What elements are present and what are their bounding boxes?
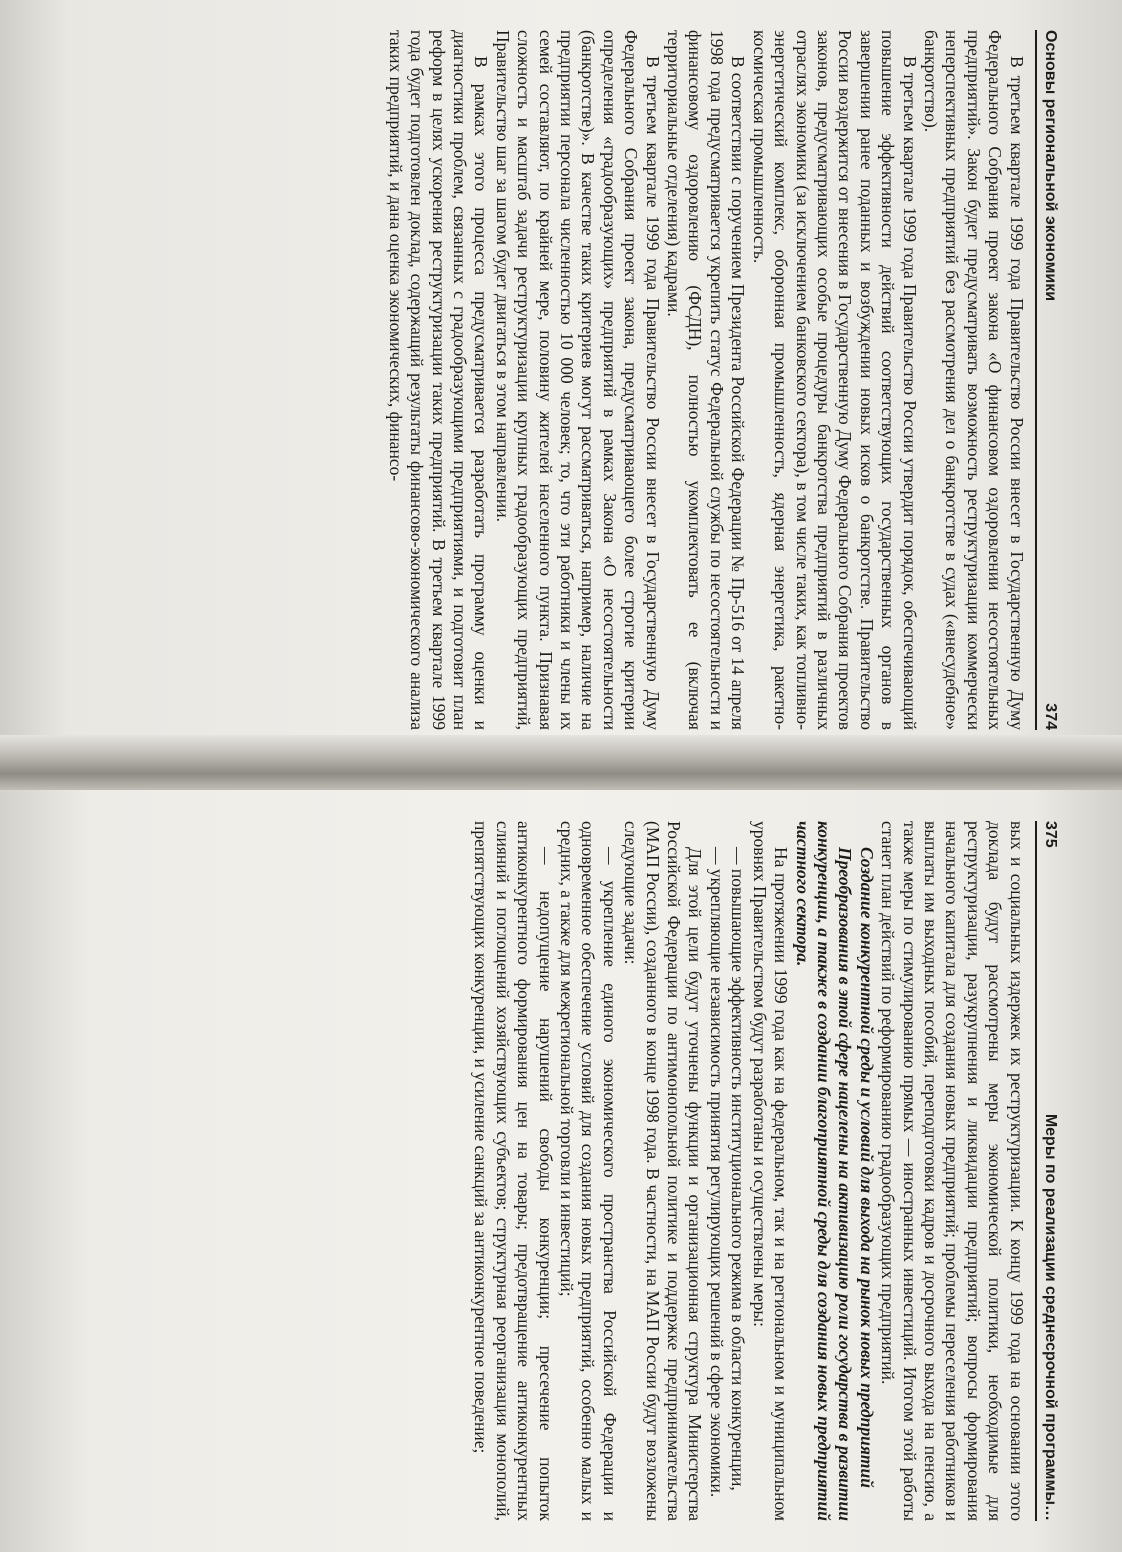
bullet-item: — укрепление единого экономического пространства Российской Федерации и одновременное обеспечение условий для создания новых предприятий, особенно малых и средних, а также для межрегиональной торговли и инвестиций;	[557, 821, 620, 1521]
paragraph: вых и социальных издержек их реструктуризации. К концу 1999 года на основании этого доклада будут рассмотрены меры экономической политики, необходимые для реструктуризации, разукрупнения и ликвидации предприятий; вопросы формирования начального капитала для создания новых предприятий; проблемы переселения работников и выплаты им выходных пособий, переподготовки кадров и досрочного выхода на пенсию, а также меры по стимулированию прямых — иностранных инвестиций. Итогом этой работы станет план действий по реформированию градообразующих предприятий.	[878, 821, 1027, 1521]
page-number: 375	[1042, 821, 1059, 848]
section-heading: Создание конкурентной среды и условий для выхода на рынок новых предприятий	[856, 847, 877, 1488]
section-lead: Преобразования в этой сфере нацелены на активизацию роли государства в развитии конкуренции, а также в создании благоприятной среды для создания новых предприятий частного сектора.	[792, 821, 856, 1521]
paragraph: В третьем квартале 1999 года Правительство России внесет в Государственную Думу Федерального Собрания проект закона, предусматривающего более строгие критерии определения «градообразующих» предприятий в рамках Закона «О несостоятельности (банкротстве)». В качестве таких критериев могут рассматриваться, например, наличие на предприятии персонала численностью 10 000 человек; то, что эти работники и члены их семей составляют, по крайней мере, половину жителей населенного пункта. Признавая сложность и масштаб задачи реструктуризации крупных градообразующих предприятий, Правительство шаг за шагом будет двигаться в этом направлении.	[492, 30, 663, 730]
page-header	[1035, 30, 1061, 730]
paragraph: В соответствии с поручением Президента Российской Федерации № Пр-516 от 14 апреля 1998 года предусматривается укрепить статус Федеральной службы по несостоятельности и финансовому оздоровлению (ФСДН), полностью укомплектовать ее (включая территориальные отделения) кадрами.	[664, 30, 749, 730]
paragraph: В рамках этого процесса предусматривается разработать программу оценки и диагностики проблем, связанных с градообразующими предприятиями, и подготовит план реформ в целях ускорения реструктуризации таких предприятий. В третьем квартале 1999 года будет подготовлен доклад, содержащий результаты финансово-экономического анализа таких предприятий, и дана оценка экономических, финансо-	[385, 30, 492, 730]
bullet-item: — повышающие эффективность институционального режима в области конкуренции,	[728, 847, 749, 1491]
bullet-item: — укрепляющие независимость принятия регулирующих решений в сфере экономики.	[706, 847, 727, 1498]
paragraph: Для этой цели будут уточнены функции и организационная структура Министерства Российской Федерации по антимонопольной политике и поддержке предпринимательства (МАП России), созданного в конце 1998 года. В частности, на МАП России будут возложены следующие задачи:	[621, 821, 706, 1521]
paragraph: В третьем квартале 1999 года Правительство России утвердит порядок, обеспечивающий повышение эффективности действий соответствующих государственных органов в завершении ранее поданных и возбуждении новых исков о банкротстве. Правительство России воздержится от внесения в Государственную Думу Федерального Собрания проектов законов, предусматривающих особые процедуры банкротства предприятий в различных отраслях экономики (за исключением банковского сектора), в том числе таких, как топливно-энергетический комплекс, оборонная промышленность, ядерная энергетика, ракетно-космическая промышленность.	[749, 30, 920, 730]
paragraph: В третьем квартале 1999 года Правительство России внесет в Государственную Думу Федерального Собрания проект закона «О финансовом оздоровлении несостоятельных предприятий». Закон будет предусматривать возможность реструктуризации коммерчески неперспективных предприятий без рассмотрения дел о банкротстве в судах («внесудебное» банкротство).	[920, 30, 1027, 730]
page-375	[0, 790, 1122, 1552]
bullet-item: — недопущение нарушений свободы конкуренции; пресечение попыток антиконкурентного формирования цен на товары; предотвращение антиконкурентных слияний и поглощений хозяйствующих субъектов; структурная реорганизация монополий, препятствующих конкуренции, и усиление санкций за антиконкурентное поведение;	[471, 821, 556, 1521]
running-head: Меры по реализации среднесрочной программы…	[1042, 1113, 1059, 1521]
page-374	[0, 0, 1122, 760]
running-head: Основы региональной экономики	[1042, 30, 1059, 302]
paragraph: На протяжении 1999 года как на федеральном, так и на региональном и муниципальном уровнях Правительством будут разработаны и осуществлены меры:	[749, 821, 792, 1521]
page-375-content	[61, 821, 1061, 1521]
page-374-content	[61, 30, 1061, 730]
page-header	[1035, 821, 1061, 1521]
page-number: 374	[1042, 703, 1059, 730]
